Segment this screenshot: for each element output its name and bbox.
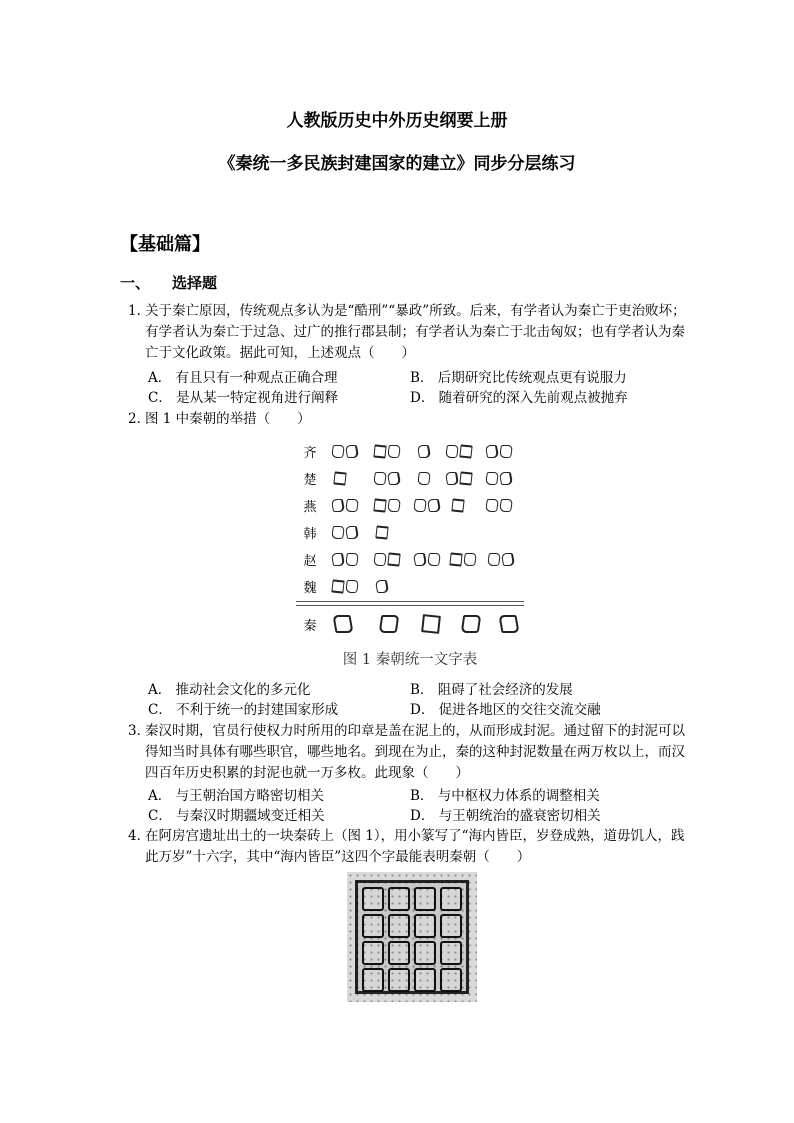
q3-option-d: D． 与王朝统治的盛衰密切相关 [410, 808, 601, 824]
q1-option-c: C． 是从某一特定视角进行阐释 [148, 390, 339, 406]
q3-option-a: A． 与王朝治国方略密切相关 [148, 788, 325, 804]
q2-option-b: B． 阻碍了社会经济的发展 [410, 682, 573, 698]
table-row [296, 577, 524, 601]
state-label: 秦 [303, 619, 317, 634]
question-3 [128, 721, 688, 784]
figure-qin-brick-rubbing [347, 872, 477, 1002]
figure-caption: 图 1 秦朝统一文字表 [342, 652, 478, 668]
table-row [296, 442, 524, 466]
section-heading: 【基础篇】 [120, 234, 210, 255]
document-title: 人教版历史中外历史纲要上册 [286, 111, 508, 131]
q2-option-a: A． 推动社会文化的多元化 [148, 682, 311, 698]
question-1 [128, 301, 688, 364]
subsection-heading [120, 272, 217, 293]
question-number: 3． [128, 723, 151, 739]
state-label: 韩 [303, 527, 317, 542]
question-text: 图 1 中秦朝的举措（ ） [145, 411, 311, 427]
table-divider [296, 601, 524, 602]
q3-option-c: C． 与秦汉时期疆域变迁相关 [148, 808, 325, 824]
table-divider [296, 605, 524, 606]
figure-script-table [296, 437, 524, 671]
document-subtitle: 《秦统一多民族封建国家的建立》同步分层练习 [218, 154, 576, 174]
table-row [296, 550, 524, 574]
state-label: 赵 [303, 554, 317, 569]
q2-option-d: D． 促进各地区的交往交流交融 [410, 702, 601, 718]
q2-option-c: C． 不利于统一的封建国家形成 [148, 702, 339, 718]
table-row [296, 496, 524, 520]
question-2 [128, 409, 688, 430]
state-label: 楚 [303, 473, 317, 488]
question-text: 在阿房宫遗址出土的一块秦砖上（图 1），用小篆写了“海内皆臣，岁登成熟，道毋饥人，践此万岁”十六字，其中“海内皆臣”这四个字最能表明秦朝（ ） [145, 828, 685, 865]
q1-option-d: D． 随着研究的深入先前观点被抛弃 [410, 390, 628, 406]
question-text: 关于秦亡原因，传统观点多认为是“酷刑”“暴政”所致。后来，有学者认为秦亡于吏治败坏；有学者认为秦亡于过急、过广的推行郡县制；有学者认为秦亡于北击匈奴；也有学者认为秦亡于文化政策。据此可知，上述观点（ ） [145, 303, 686, 361]
subsection-title: 选择题 [172, 274, 218, 292]
q3-option-b: B． 与中枢权力体系的调整相关 [410, 788, 600, 804]
subsection-number: 一、 [120, 274, 151, 292]
question-text: 秦汉时期，官员行使权力时所用的印章是盖在泥上的，从而形成封泥。通过留下的封泥可以得知当时具体有哪些职官，哪些地名。到现在为止，秦的这种封泥数量在两万枚以上，而汉四百年历史积累的封泥也就一万多枚。此现象（ ） [145, 723, 685, 781]
state-label: 魏 [303, 581, 317, 596]
state-label: 燕 [303, 500, 317, 515]
table-row [296, 523, 524, 547]
table-row-qin [296, 615, 524, 639]
q1-option-a: A． 有且只有一种观点正确合理 [148, 370, 338, 386]
state-label: 齐 [303, 446, 317, 461]
q1-option-b: B． 后期研究比传统观点更有说服力 [410, 370, 627, 386]
question-number: 2． [128, 411, 151, 427]
question-number: 4． [128, 828, 151, 844]
question-4 [128, 826, 688, 868]
question-number: 1． [128, 303, 151, 319]
table-row [296, 469, 524, 493]
